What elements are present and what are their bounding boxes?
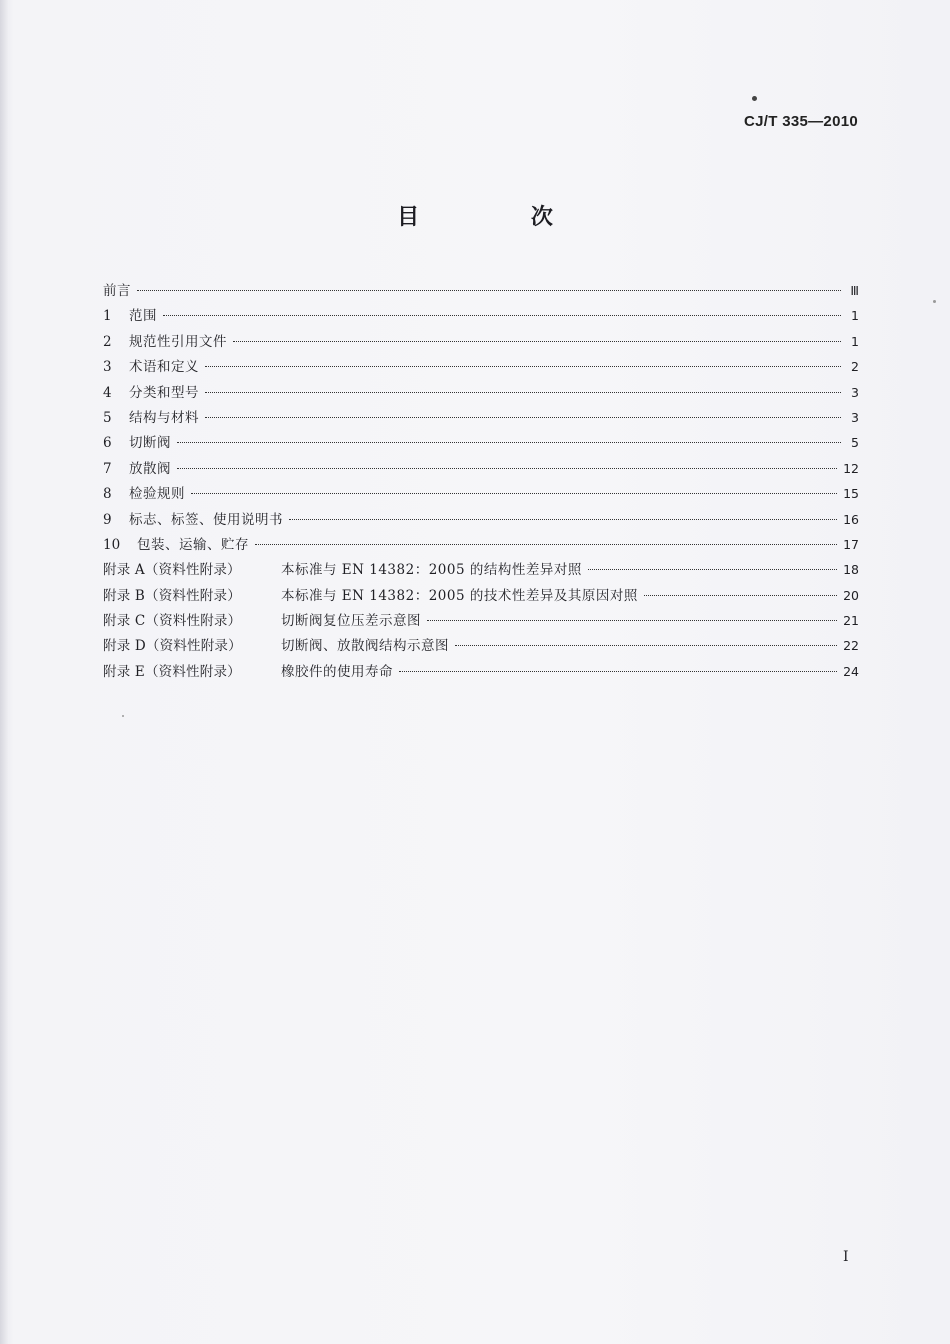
toc-entry-title: 标志、标签、使用说明书 <box>129 511 283 528</box>
toc-dot-leader <box>137 290 841 291</box>
toc-entry-title: 本标准与 EN 14382：2005 的结构性差异对照 <box>281 562 582 579</box>
toc-entry-number: 9 <box>103 511 112 528</box>
toc-entry[interactable] <box>103 584 859 609</box>
toc-entry-page: 17 <box>843 536 859 552</box>
scan-speck <box>122 715 124 717</box>
toc-entry-annex: 附录 E（资料性附录） <box>103 663 241 680</box>
toc-entry-title: 放散阀 <box>129 460 171 477</box>
toc-entry-number: 10 <box>103 536 121 553</box>
toc-dot-leader <box>233 341 841 342</box>
toc-entry-title: 本标准与 EN 14382：2005 的技术性差异及其原因对照 <box>281 587 638 604</box>
toc-entry-number: 8 <box>103 486 112 503</box>
toc-entry-number: 2 <box>103 333 112 350</box>
toc-entry-title: 检验规则 <box>129 486 185 503</box>
table-of-contents <box>103 279 859 685</box>
toc-entry[interactable] <box>103 381 859 406</box>
toc-entry-page: 15 <box>843 486 859 502</box>
toc-entry-number: 7 <box>103 460 112 477</box>
toc-entry[interactable] <box>103 431 859 456</box>
toc-entry-annex: 附录 C（资料性附录） <box>103 613 242 630</box>
page-number: I <box>843 1249 849 1265</box>
toc-entry[interactable] <box>103 330 859 355</box>
toc-dot-leader <box>177 468 837 469</box>
toc-entry[interactable] <box>103 609 859 634</box>
toc-entry-annex: 附录 A（资料性附录） <box>103 562 241 579</box>
header-dot-mark <box>752 96 757 101</box>
toc-dot-leader <box>177 442 841 443</box>
toc-entry-number: 1 <box>103 308 112 325</box>
toc-entry-title: 包装、运输、贮存 <box>137 536 249 553</box>
toc-entry-page: 5 <box>851 435 859 451</box>
toc-entry-annex: 附录 D（资料性附录） <box>103 638 242 655</box>
toc-entry-title: 术语和定义 <box>129 359 199 376</box>
standard-code: CJ/T 335—2010 <box>744 113 858 130</box>
toc-entry-title: 切断阀复位压差示意图 <box>281 613 421 630</box>
toc-entry[interactable] <box>103 634 859 659</box>
toc-dot-leader <box>191 493 837 494</box>
toc-entry-title: 橡胶件的使用寿命 <box>281 663 393 680</box>
toc-entry[interactable] <box>103 304 859 329</box>
toc-entry-page: 20 <box>843 587 859 603</box>
toc-dot-leader <box>255 544 837 545</box>
toc-entry[interactable] <box>103 660 859 685</box>
toc-entry-page: 12 <box>843 460 859 476</box>
toc-entry-number: 4 <box>103 384 112 401</box>
toc-dot-leader <box>289 519 837 520</box>
toc-entry[interactable] <box>103 533 859 558</box>
toc-dot-leader <box>455 645 837 646</box>
scan-speck <box>933 300 936 303</box>
toc-entry-title: 切断阀、放散阀结构示意图 <box>281 638 449 655</box>
toc-entry-page: 18 <box>843 562 859 578</box>
toc-dot-leader <box>427 620 837 621</box>
toc-entry-page: 3 <box>851 409 859 425</box>
toc-entry-number: 3 <box>103 359 112 376</box>
toc-dot-leader <box>205 392 841 393</box>
toc-dot-leader <box>588 569 837 570</box>
page-title: 目 次 <box>397 205 605 230</box>
toc-dot-leader <box>163 315 841 316</box>
toc-dot-leader <box>399 671 837 672</box>
toc-entry-title: 结构与材料 <box>129 409 199 426</box>
toc-entry-page: Ⅲ <box>850 283 859 298</box>
toc-entry[interactable] <box>103 482 859 507</box>
toc-entry-annex: 附录 B（资料性附录） <box>103 587 241 604</box>
toc-entry-number: 5 <box>103 409 112 426</box>
toc-entry[interactable] <box>103 457 859 482</box>
toc-entry-title: 切断阀 <box>129 435 171 452</box>
toc-entry[interactable] <box>103 279 859 304</box>
toc-entry-page: 3 <box>851 384 859 400</box>
toc-entry-page: 2 <box>851 359 859 375</box>
toc-dot-leader <box>205 366 841 367</box>
toc-dot-leader <box>205 417 841 418</box>
toc-entry-page: 21 <box>843 613 859 629</box>
toc-entry[interactable] <box>103 355 859 380</box>
toc-dot-leader <box>644 595 837 596</box>
toc-entry-title: 前言 <box>103 283 131 299</box>
toc-entry-title: 范围 <box>129 308 157 325</box>
toc-entry-number: 6 <box>103 435 112 452</box>
toc-entry[interactable] <box>103 508 859 533</box>
toc-entry[interactable] <box>103 406 859 431</box>
toc-entry[interactable] <box>103 558 859 583</box>
toc-entry-page: 24 <box>843 663 859 679</box>
toc-entry-title: 规范性引用文件 <box>129 333 227 350</box>
toc-entry-page: 1 <box>851 308 859 324</box>
toc-entry-page: 1 <box>851 333 859 349</box>
toc-entry-title: 分类和型号 <box>129 384 199 401</box>
toc-entry-page: 22 <box>843 638 859 654</box>
toc-entry-page: 16 <box>843 511 859 527</box>
